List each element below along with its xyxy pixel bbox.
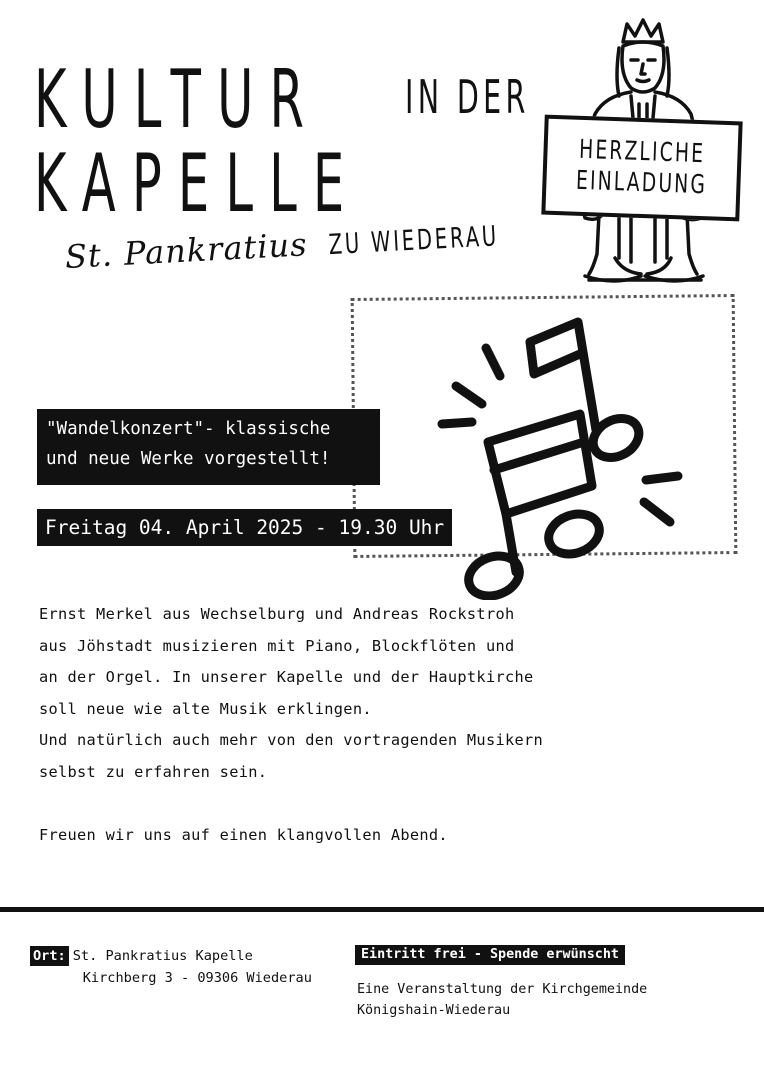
- music-notes-icon: [430, 310, 700, 600]
- description-line: selbst zu erfahren sein.: [39, 762, 268, 781]
- organizer-line-2: Königshain-Wiederau: [357, 1003, 511, 1018]
- description-line: an der Orgel. In unserer Kapelle und der Hauptkirche: [39, 668, 534, 686]
- entry-badge: Eintritt frei - Spende erwünscht: [355, 945, 625, 965]
- event-intro-line-1: "Wandelkonzert"- klassische: [46, 419, 331, 439]
- footer-divider: [0, 907, 764, 912]
- organizer-line-1: Eine Veranstaltung der Kirchgemeinde: [357, 982, 648, 997]
- invitation-sign: [541, 115, 742, 222]
- organizer-block: [357, 979, 647, 1021]
- description-line: Ernst Merkel aus Wechselburg und Andreas Rockstroh: [39, 605, 515, 623]
- event-description: [39, 599, 599, 851]
- location-tag: Ort:: [30, 946, 69, 966]
- title-kultur: KULTUR: [34, 53, 321, 146]
- event-intro-box: [37, 409, 380, 485]
- event-intro-line-2: und neue Werke vorgestellt!: [46, 449, 331, 469]
- location-line-2: Kirchberg 3 - 09306 Wiederau: [82, 970, 312, 986]
- description-line: Und natürlich auch mehr von den vortragenden Musikern: [39, 731, 544, 749]
- description-line: aus Jöhstadt musizieren mit Piano, Blockflöten und: [39, 636, 515, 655]
- title-in-der: IN DER: [405, 70, 530, 124]
- sign-line-2: EINLADUNG: [575, 165, 708, 201]
- location-address: [73, 945, 312, 989]
- description-closing: Freuen wir uns auf einen klangvollen Abend.: [39, 825, 448, 844]
- title-kapelle: KAPELLE: [34, 137, 361, 230]
- event-date: Freitag 04. April 2025 - 19.30 Uhr: [37, 509, 452, 546]
- location-line-1: St. Pankratius Kapelle: [72, 948, 253, 964]
- subtitle-church-name: St. Pankratius: [64, 225, 309, 276]
- sign-line-1: HERZLICHE: [579, 134, 707, 170]
- subtitle-location: ZU WIEDERAU: [328, 219, 501, 262]
- location-block: [30, 945, 312, 989]
- description-line: soll neue wie alte Musik erklingen.: [39, 699, 372, 718]
